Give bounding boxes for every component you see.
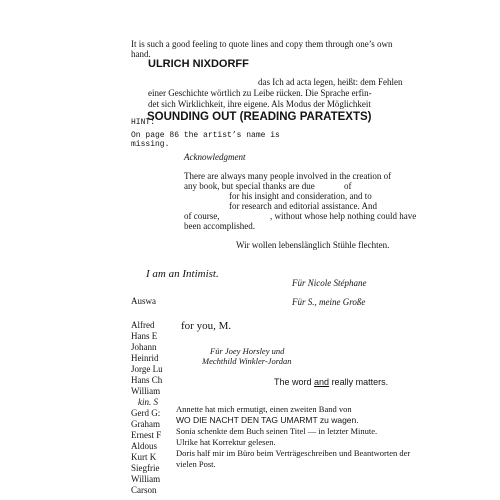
names-item: Graham (131, 419, 160, 429)
names-item: Hans Ch (131, 375, 163, 385)
dedication-you: for you, M. (181, 320, 232, 332)
names-item: William (131, 474, 161, 484)
names-item: Kurt K (131, 452, 157, 462)
german-quote-line-2: einer Geschichte wörtlich zu Leibe rücken. Die Sprache erfin- (148, 88, 372, 98)
acknowledgment-title: Acknowledgment (184, 152, 246, 162)
names-item: William (131, 386, 161, 396)
dedication-nicole: Für Nicole Stéphane (292, 278, 367, 288)
names-item: kin. S (138, 397, 158, 407)
names-item: Carson (131, 485, 157, 495)
ack-line-3: for his insight and consideration, and to (229, 191, 372, 201)
ack-line-6: been accomplished. (184, 221, 255, 231)
names-item: Aldous (131, 441, 158, 451)
hint-line-1: On page 86 the artist’s name is (131, 131, 280, 140)
word-post: really matters. (329, 377, 389, 387)
hint-line-2: missing. (131, 140, 170, 149)
annette-line-3: Sonia schenkte dem Buch seinen Titel — in letzter Minute. (176, 426, 378, 436)
hint-label: HINT: (131, 118, 156, 127)
german-quote-line-1: das Ich ad acta legen, heißt: dem Fehlen (258, 77, 403, 87)
names-item: Ernest F (131, 430, 162, 440)
ack-line-2a: any book, but special thanks are due (184, 181, 315, 191)
dedication-intimist: I am an Intimist. (146, 268, 219, 280)
word-and: and (314, 377, 330, 387)
names-item: Jorge Lu (131, 364, 163, 374)
names-item: Alfred (131, 320, 155, 330)
annette-line-1: Annette hat mich ermutigt, einen zweiten Band von (176, 404, 352, 414)
quote-line-1: It is such a good feeling to quote lines and copy them through one’s own (131, 39, 393, 49)
ack-line-4: for research and editorial assistance. And (229, 201, 377, 211)
dedication-s: Für S., meine Große (292, 297, 366, 307)
word-and-line (274, 377, 388, 387)
annette-line-6: vielen Post. (176, 459, 216, 469)
ack-line-5a: of course, (184, 211, 220, 221)
names-item: Hans E (131, 331, 158, 341)
names-item: Heinrid (131, 353, 159, 363)
ack-line-2b: of (344, 181, 352, 191)
ack-line-1: There are always many people involved in the creation of (184, 171, 392, 181)
dedication-joey-line-2: Mechthild Winkler-Jordan (202, 356, 292, 366)
ack-german: Wir wollen lebenslänglich Stühle flechten. (236, 240, 390, 250)
german-quote-line-3: det sich Wirklichkeit, ihre eigene. Als Modus der Möglichkeit (148, 99, 371, 109)
section-heading: SOUNDING OUT (READING PARATEXTS) (147, 111, 372, 123)
word-pre: The word (274, 377, 315, 387)
names-item: Johann (131, 342, 157, 352)
dedication-joey-line-1: Für Joey Horsley und (210, 346, 285, 356)
annette-line-2: WO DIE NACHT DEN TAG UMARMT zu wagen. (176, 415, 359, 425)
author-heading: ULRICH NIXDORFF (148, 58, 249, 70)
names-item: Siegfrie (131, 463, 160, 473)
quote-line-2: hand. (131, 49, 151, 59)
names-item: Auswa (131, 296, 156, 306)
names-item: Gerd G: (131, 408, 161, 418)
ack-line-5b: , without whose help nothing could have (270, 211, 417, 221)
annette-line-4: Ulrike hat Korrektur gelesen. (176, 437, 276, 447)
annette-line-5: Doris half mir im Büro beim Verträgeschreiben und Beantworten der (176, 448, 411, 458)
